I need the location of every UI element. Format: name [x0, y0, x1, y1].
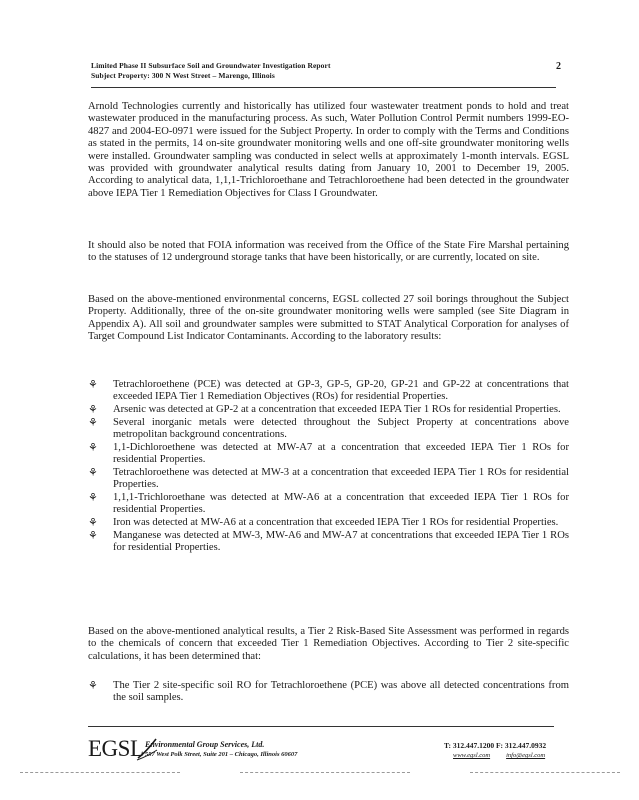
footer-divider: [88, 726, 554, 727]
company-address: 557 West Polk Street, Suite 201 – Chicago, Illinois 60607: [145, 751, 298, 758]
bullet-icon: ⚘: [88, 529, 98, 542]
email-link[interactable]: info@egsl.com: [506, 752, 546, 759]
web-links: [453, 752, 561, 759]
page-number: 2: [556, 61, 561, 72]
header-divider: [91, 87, 556, 88]
paragraph-wastewater: Arnold Technologies currently and historically has utilized four wastewater treatment ponds to hold and treat wastewater produced in the manufacturing process. As such, Water Pollution Control Permit numbers 1999-EO-4827 and 2004-EO-0971 were issued for the Subject Property. In order to comply with the Terms and Conditions as stated in the permits, 14 on-site groundwater monitoring wells and one off-site groundwater monitoring wells were installed. Groundwater sampling was conducted in select wells at approximately 1-month intervals. EGSL was provided with groundwater analytical results dating from January 10, 2001 to December 19, 2005. According to analytical data, 1,1,1-Trichloroethane and Tetrachloroethene had been detected in the groundwater above IEPA Tier 1 Remediation Objectives for Class I Groundwater.: [88, 101, 569, 199]
scan-artifact: [470, 772, 620, 774]
tier2-results-list: [88, 680, 569, 705]
list-item: ⚘ Manganese was detected at MW-3, MW-A6 and MW-A7 at concentrations that exceeded IEPA Tier 1 ROs for residential Properties.: [88, 529, 569, 553]
scan-artifact: [240, 772, 410, 774]
list-item: ⚘ 1,1,1-Trichloroethane was detected at MW-A6 at a concentration that exceeded IEPA Tier 1 ROs for residential Properties.: [88, 491, 569, 515]
bullet-icon: ⚘: [88, 404, 98, 416]
paragraph-tier2: Based on the above-mentioned analytical results, a Tier 2 Risk-Based Site Assessment was performed in regards to the chemicals of concern that exceeded Tier 1 Remediation Objectives. According to Tier 2 site-specific calculations, it has been determined that:: [88, 626, 569, 662]
scan-artifact: [20, 772, 180, 774]
phone-fax: T: 312.447.1200 F: 312.447.0932: [444, 741, 547, 750]
bullet-icon: ⚘: [88, 680, 98, 692]
list-item: ⚘ Tetrachloroethene (PCE) was detected at GP-3, GP-5, GP-20, GP-21 and GP-22 at concentrations that exceeded IEPA Tier 1 Remediation Objectives (ROs) for residential Properties.: [88, 379, 569, 403]
company-name: Environmental Group Services, Ltd.: [145, 740, 265, 749]
bullet-icon: ⚘: [88, 379, 98, 391]
list-item: ⚘ 1,1-Dichloroethene was detected at MW-A7 at a concentration that exceeded IEPA Tier 1 ROs for residential Properties.: [88, 441, 569, 465]
bullet-icon: ⚘: [88, 441, 98, 454]
subject-property: Subject Property: 300 N West Street – Marengo, Illinois: [91, 71, 275, 80]
list-item: ⚘ Tetrachloroethene was detected at MW-3 at a concentration that exceeded IEPA Tier 1 ROs for residential Properties.: [88, 466, 569, 490]
list-item: ⚘ Arsenic was detected at GP-2 at a concentration that exceeded IEPA Tier 1 ROs for residential Properties.: [88, 404, 561, 416]
list-item: ⚘ The Tier 2 site-specific soil RO for Tetrachloroethene (PCE) was above all detected concentrations from the soil samples.: [88, 680, 569, 704]
bullet-icon: ⚘: [88, 416, 98, 429]
egsl-logo: EGSL: [88, 736, 144, 762]
paragraph-soil-borings: Based on the above-mentioned environmental concerns, EGSL collected 27 soil borings throughout the Subject Property. Additionally, three of the on-site groundwater monitoring wells were sampled (see Site Diagram in Appendix A). All soil and groundwater samples were submitted to STAT Analytical Corporation for analyses of Target Compound List Indicator Contaminants. According to the laboratory results:: [88, 294, 569, 343]
bullet-icon: ⚘: [88, 516, 98, 529]
website-link[interactable]: www.egsl.com: [453, 752, 491, 759]
list-item: ⚘ Several inorganic metals were detected throughout the Subject Property at concentrations above metropolitan background concentrations.: [88, 416, 569, 440]
bullet-icon: ⚘: [88, 466, 98, 479]
bullet-icon: ⚘: [88, 491, 98, 504]
lab-results-list: [88, 379, 569, 555]
paragraph-foia: It should also be noted that FOIA information was received from the Office of the State Fire Marshal pertaining to the statuses of 12 underground storage tanks that have been historically, or are currently, located on site.: [88, 240, 569, 264]
report-title: Limited Phase II Subsurface Soil and Groundwater Investigation Report: [91, 61, 331, 70]
list-item: ⚘ Iron was detected at MW-A6 at a concentration that exceeded IEPA Tier 1 ROs for residential Properties.: [88, 516, 559, 529]
